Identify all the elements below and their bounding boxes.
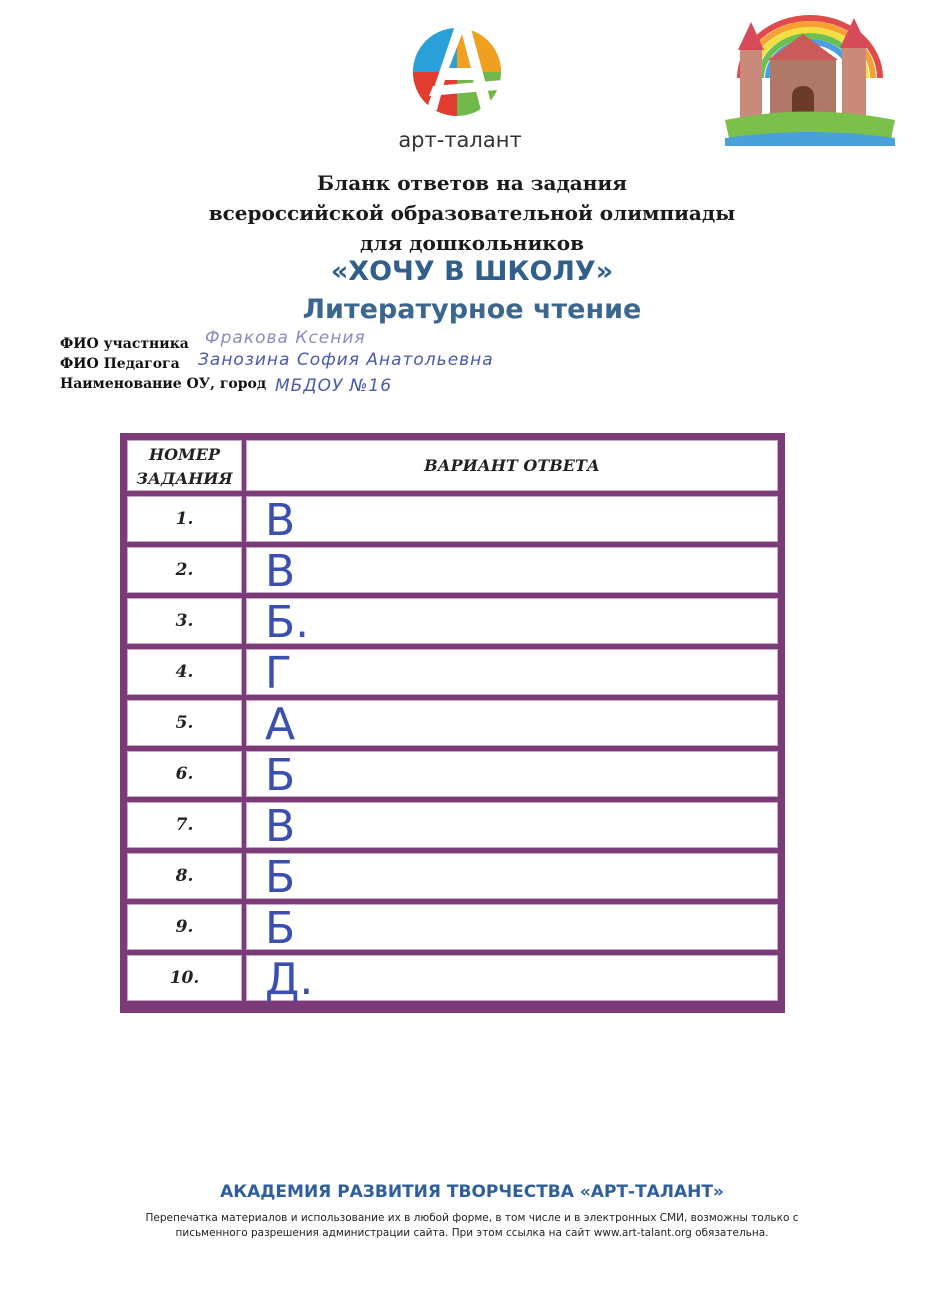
logo-mark-icon <box>385 10 535 128</box>
answer-cell[interactable] <box>246 495 778 546</box>
handwritten-answer: Б <box>265 750 296 801</box>
olympiad-name: «ХОЧУ В ШКОЛУ» <box>330 256 614 287</box>
task-number: 6. <box>175 764 194 784</box>
participant-label: ФИО участника <box>60 336 189 352</box>
answer-cell[interactable] <box>246 597 778 648</box>
answer-cell[interactable] <box>246 954 778 1005</box>
task-number-cell <box>127 547 242 593</box>
task-number-cell <box>127 598 242 644</box>
header-number-line1: НОМЕР <box>149 445 220 464</box>
answer-cell[interactable] <box>246 648 778 699</box>
task-number: 2. <box>175 560 194 580</box>
task-number: 3. <box>175 611 194 631</box>
task-number: 4. <box>175 662 194 682</box>
teacher-label: ФИО Педагога <box>60 356 180 372</box>
footer-title: АКАДЕМИЯ РАЗВИТИЯ ТВОРЧЕСТВА «АРТ-ТАЛАНТ» <box>220 1182 724 1202</box>
handwritten-answer: В <box>265 546 296 597</box>
handwritten-answer: Г <box>265 648 292 699</box>
task-number: 10. <box>169 968 200 988</box>
header-number-cell <box>127 440 242 491</box>
task-number-cell <box>127 904 242 950</box>
castle-book-illustration <box>720 8 900 148</box>
task-number: 5. <box>175 713 194 733</box>
castle-icon <box>720 8 900 148</box>
task-number-cell <box>127 700 242 746</box>
task-number-cell <box>127 853 242 899</box>
answer-cell[interactable] <box>246 546 778 597</box>
task-number: 1. <box>175 509 194 529</box>
title-line-3: для дошкольников <box>360 231 584 255</box>
answer-cell[interactable] <box>246 903 778 954</box>
footer-note-line1: Перепечатка материалов и использование их в любой форме, в том числе и в электронных СМИ, возможны только с <box>145 1212 799 1224</box>
handwritten-answer: Д. <box>265 954 314 1005</box>
task-number: 7. <box>175 815 194 835</box>
task-number-cell <box>127 649 242 695</box>
teacher-value: Занозина София Анатольевна <box>198 350 494 370</box>
header-answer-cell <box>246 440 778 491</box>
logo-text: арт-талант <box>398 128 522 152</box>
handwritten-answer: В <box>265 495 296 546</box>
handwritten-answer: В <box>265 801 296 852</box>
header-answer: ВАРИАНТ ОТВЕТА <box>424 456 600 475</box>
answer-cell[interactable] <box>246 750 778 801</box>
handwritten-answer: А <box>265 699 296 750</box>
footer-note <box>80 1211 864 1241</box>
answer-cell[interactable] <box>246 852 778 903</box>
task-number: 9. <box>175 917 194 937</box>
answer-cell[interactable] <box>246 801 778 852</box>
task-number-cell <box>127 751 242 797</box>
task-number-cell <box>127 802 242 848</box>
title-line-1: Бланк ответов на задания <box>317 171 627 195</box>
participant-value: Фракова Ксения <box>205 328 366 348</box>
form-title <box>0 168 944 258</box>
answer-cell[interactable] <box>246 699 778 750</box>
header-number-line2: ЗАДАНИЯ <box>136 469 233 488</box>
school-label: Наименование ОУ, город <box>60 376 267 392</box>
handwritten-answer: Б <box>265 903 296 954</box>
task-number: 8. <box>175 866 194 886</box>
handwritten-answer: Б <box>265 852 296 903</box>
footer-note-line2: письменного разрешения администрации сайта. При этом ссылка на сайт www.art-talant.org обязательна. <box>175 1227 769 1239</box>
task-number-cell <box>127 496 242 542</box>
handwritten-answer: Б. <box>265 597 310 648</box>
art-talant-logo <box>385 10 535 160</box>
task-number-cell <box>127 955 242 1001</box>
subject-title: Литературное чтение <box>302 294 642 325</box>
title-line-2: всероссийской образовательной олимпиады <box>208 201 736 225</box>
school-value: МБДОУ №16 <box>275 376 393 396</box>
answer-table <box>120 433 785 1013</box>
